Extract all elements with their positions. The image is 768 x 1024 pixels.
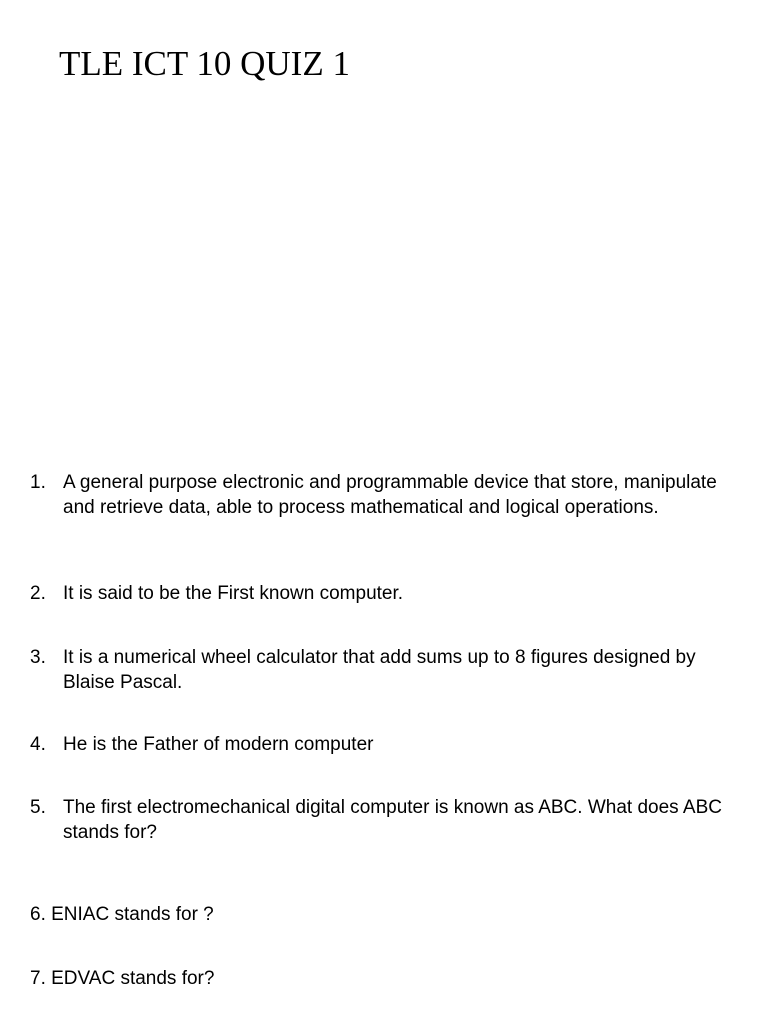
question-number: 3. xyxy=(30,647,46,668)
question-7: 7. EDVAC stands for? xyxy=(30,968,215,989)
question-text: A general purpose electronic and programmable device that store, manipulate and retrieve data, able to process mathematical and logical operations. xyxy=(63,472,717,518)
question-4 xyxy=(30,732,743,757)
question-text: It is said to be the First known computer. xyxy=(63,583,404,604)
page-title: TLE ICT 10 QUIZ 1 xyxy=(59,44,350,83)
question-number: 1. xyxy=(30,472,46,493)
question-text: The first electromechanical digital computer is known as ABC. What does ABC stands for? xyxy=(63,797,722,843)
question-text: It is a numerical wheel calculator that add sums up to 8 figures designed by Blaise Pascal. xyxy=(63,647,696,693)
question-2 xyxy=(30,581,743,606)
question-number: 5. xyxy=(30,797,46,818)
question-5 xyxy=(30,795,743,845)
question-number: 4. xyxy=(30,734,46,755)
question-text: He is the Father of modern computer xyxy=(63,734,374,755)
question-1 xyxy=(30,470,743,520)
question-3 xyxy=(30,645,743,695)
question-number: 2. xyxy=(30,583,46,604)
question-6: 6. ENIAC stands for ? xyxy=(30,904,214,925)
